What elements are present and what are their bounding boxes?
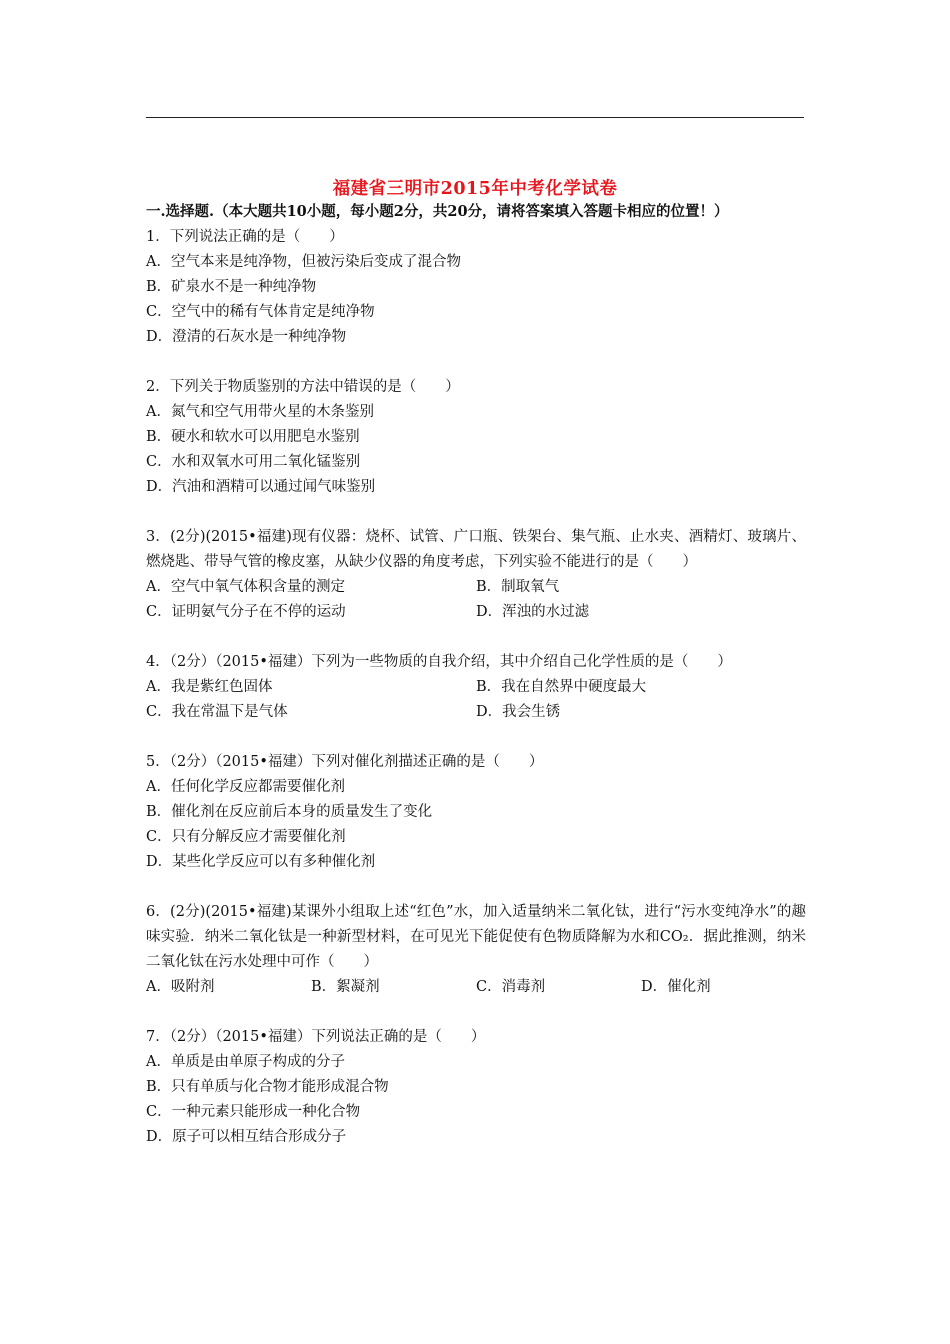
option-c: C．证明氨气分子在不停的运动 <box>146 604 346 620</box>
option-d: D．澄清的石灰水是一种纯净物 <box>146 329 347 345</box>
option-a: A．空气本来是纯净物，但被污染后变成了混合物 <box>146 254 461 270</box>
question-4 <box>146 650 806 725</box>
option-c: C．只有分解反应才需要催化剂 <box>146 829 346 845</box>
option-d: D．汽油和酒精可以通过闻气味鉴别 <box>146 479 376 495</box>
question-list <box>146 225 806 1175</box>
option-b: B．只有单质与化合物才能形成混合物 <box>146 1079 389 1095</box>
question-3 <box>146 525 806 625</box>
question-stem: 5．（2分）（2015•福建）下列对催化剂描述正确的是（ ） <box>146 754 544 770</box>
option-row <box>146 600 806 625</box>
question-stem: 2．下列关于物质鉴别的方法中错误的是（ ） <box>146 379 460 395</box>
option-c: C．一种元素只能形成一种化合物 <box>146 1104 361 1120</box>
option-row <box>146 975 806 1000</box>
option-c: C．空气中的稀有气体肯定是纯净物 <box>146 304 375 320</box>
question-2 <box>146 375 806 500</box>
question-7 <box>146 1025 806 1150</box>
question-stem: 6．(2分)(2015•福建)某课外小组取上述“红色”水，加入适量纳米二氧化钛，进行“污水变纯净水”的趣味实验．纳米二氧化钛是一种新型材料，在可见光下能促使有色物质降解为水和CO₂．据此推测，纳米二氧化钛在污水处理中可作（ ） <box>146 904 806 970</box>
question-stem: 7．（2分）（2015•福建）下列说法正确的是（ ） <box>146 1029 486 1045</box>
option-c: C．我在常温下是气体 <box>146 704 288 720</box>
question-6 <box>146 900 806 1000</box>
option-d: D．浑浊的水过滤 <box>476 604 590 620</box>
question-stem: 3．(2分)(2015•福建)现有仪器：烧杯、试管、广口瓶、铁架台、集气瓶、止水夹、酒精灯、玻璃片、燃烧匙、带导气管的橡皮塞，从缺少仪器的角度考虑，下列实验不能进行的是（ ） <box>146 529 806 570</box>
option-a: A．任何化学反应都需要催化剂 <box>146 779 345 795</box>
option-b: B．制取氧气 <box>476 579 560 595</box>
option-b: B．催化剂在反应前后本身的质量发生了变化 <box>146 804 433 820</box>
option-row <box>146 700 806 725</box>
option-a: A．吸附剂 <box>146 979 215 995</box>
option-d: D．某些化学反应可以有多种催化剂 <box>146 854 376 870</box>
option-row <box>146 575 806 600</box>
option-d: D．催化剂 <box>641 979 711 995</box>
option-d: D．我会生锈 <box>476 704 561 720</box>
option-b: B．矿泉水不是一种纯净物 <box>146 279 317 295</box>
option-b: B．硬水和软水可以用肥皂水鉴别 <box>146 429 360 445</box>
option-c: C．消毒剂 <box>476 979 546 995</box>
question-1 <box>146 225 806 350</box>
option-a: A．氮气和空气用带火星的木条鉴别 <box>146 404 374 420</box>
option-b: B．絮凝剂 <box>311 979 380 995</box>
option-a: A．空气中氧气体积含量的测定 <box>146 579 345 595</box>
option-a: A．单质是由单原子构成的分子 <box>146 1054 345 1070</box>
section-heading: 一.选择题.（本大题共10小题，每小题2分，共20分，请将答案填入答题卡相应的位置！） <box>146 203 729 220</box>
question-5 <box>146 750 806 875</box>
header-rule <box>146 117 804 118</box>
option-b: B．我在自然界中硬度最大 <box>476 679 647 695</box>
question-stem: 4．（2分）（2015•福建）下列为一些物质的自我介绍，其中介绍自己化学性质的是（ ） <box>146 654 732 670</box>
question-stem: 1．下列说法正确的是（ ） <box>146 229 344 245</box>
exam-title: 福建省三明市2015年中考化学试卷 <box>332 179 618 199</box>
option-row <box>146 675 806 700</box>
option-c: C．水和双氧水可用二氧化锰鉴别 <box>146 454 361 470</box>
option-d: D．原子可以相互结合形成分子 <box>146 1129 347 1145</box>
option-a: A．我是紫红色固体 <box>146 679 273 695</box>
